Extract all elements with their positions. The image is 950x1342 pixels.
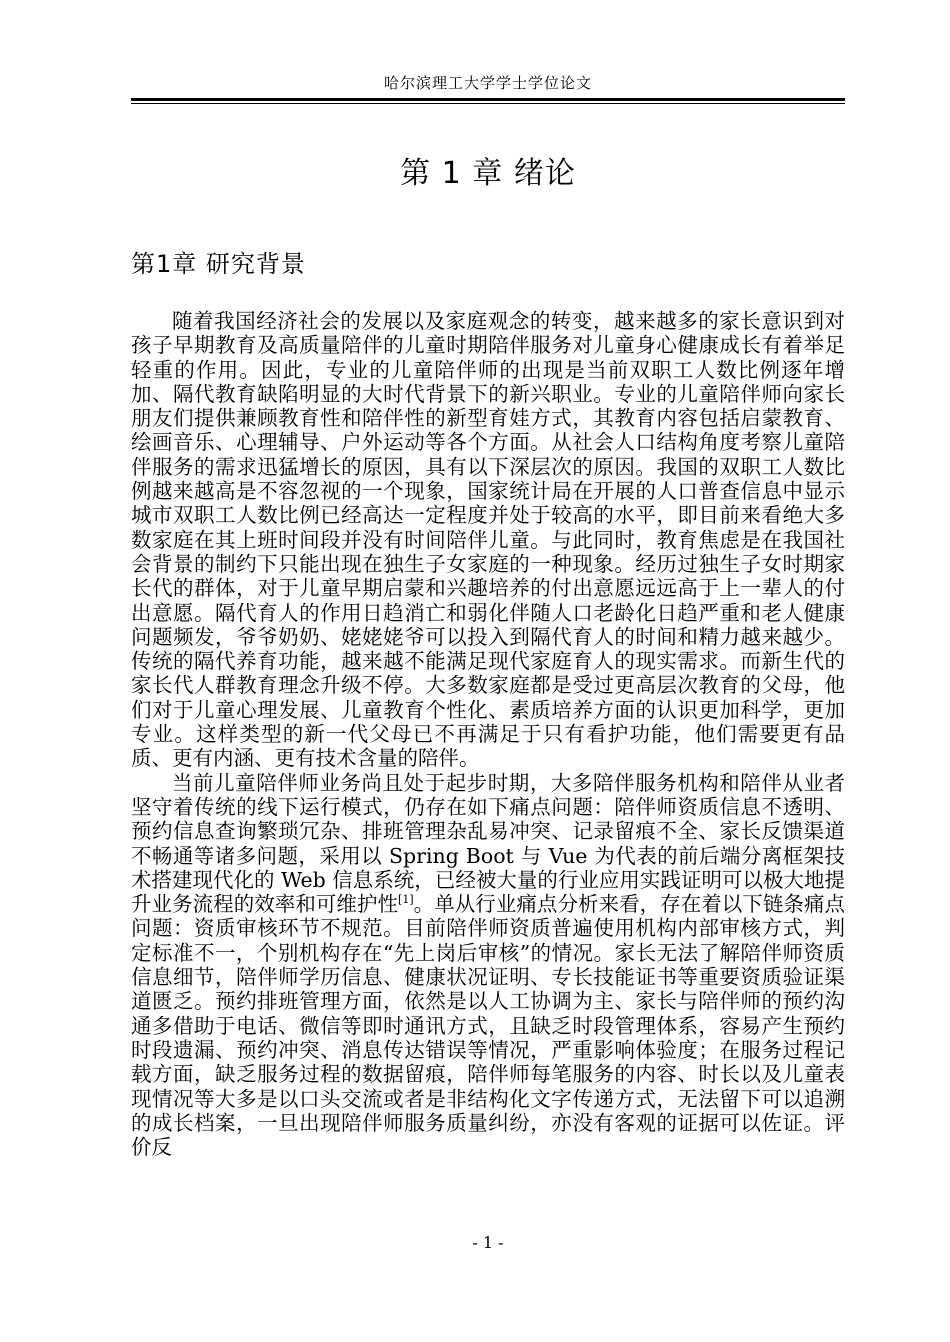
body-text: [131, 309, 845, 1159]
chapter-title: 第 1 章 绪论: [400, 156, 576, 191]
paragraph-2-text-before-citation: 当前儿童陪伴师业务尚且处于起步时期，大多陪伴服务机构和陪伴从业者坚守着传统的线下运行模式，仍存在如下痛点问题：陪伴师资质信息不透明、预约信息查询繁琐冗杂、排班管理杂乱易冲突、记录留痕不全、家长反馈渠道不畅通等诸多问题，采用以 Spring Boot 与 Vue 为代表的前后端分离框架技术搭建现代化的 Web 信息系统，已经被大量的行业应用实践证明可以极大地提升业务流程的效率和可维护性: [131, 770, 845, 917]
paragraph-2-text-after-citation: 。单从行业痛点分析来看，存在着以下链条痛点问题：资质审核环节不规范。目前陪伴师资质普遍使用机构内部审核方式，判定标准不一，个别机构存在“先上岗后审核”的情况。家长无法了解陪伴师资质信息细节，陪伴师学历信息、健康状况证明、专长技能证书等重要资质验证渠道匮乏。预约排班管理方面，依然是以人工协调为主、家长与陪伴师的预约沟通多借助于电话、微信等即时通讯方式，且缺乏时段管理体系，容易产生预约时段遗漏、预约冲突、消息传达错误等情况，严重影响体验度；在服务过程记载方面，缺乏服务过程的数据留痕，陪伴师每笔服务的内容、时长以及儿童表现情况等大多是以口头交流或者是非结构化文字传递方式，无法留下可以追溯的成长档案，一旦出现陪伴师服务质量纠纷，亦没有客观的证据可以佐证。评价反: [131, 892, 846, 1160]
citation-ref-1[interactable]: [1]: [398, 893, 414, 907]
paragraph-2: [131, 771, 845, 1160]
running-header: 哈尔滨理工大学学士学位论文: [383, 74, 592, 92]
section-title: 第1章 研究背景: [131, 250, 306, 278]
header-rule-thin: [131, 103, 845, 104]
page-number: - 1 -: [472, 1233, 504, 1252]
paragraph-1: 随着我国经济社会的发展以及家庭观念的转变，越来越多的家长意识到对孩子早期教育及高质量陪伴的儿童时期陪伴服务对儿童身心健康成长有着举足轻重的作用。因此，专业的儿童陪伴师的出现是当前双职工人数比例逐年增加、隔代教育缺陷明显的大时代背景下的新兴职业。专业的儿童陪伴师向家长朋友们提供兼顾教育性和陪伴性的新型育娃方式，其教育内容包括启蒙教育、绘画音乐、心理辅导、户外运动等各个方面。从社会人口结构角度考察儿童陪伴服务的需求迅猛增长的原因，具有以下深层次的原因。我国的双职工人数比例越来越高是不容忽视的一个现象，国家统计局在开展的人口普查信息中显示城市双职工人数比例已经高达一定程度并处于较高的水平，即目前来看绝大多数家庭在其上班时间段并没有时间陪伴儿童。与此同时，教育焦虑是在我国社会背景的制约下只能出现在独生子女家庭的一种现象。经历过独生子女时期家长代的群体，对于儿童早期启蒙和兴趣培养的付出意愿远远高于上一辈人的付出意愿。隔代育人的作用日趋消亡和弱化伴随人口老龄化日趋严重和老人健康问题频发，爷爷奶奶、姥姥姥爷可以投入到隔代育人的时间和精力越来越少。传统的隔代养育功能，越来越不能满足现代家庭育人的现实需求。而新生代的家长代人群教育理念升级不停。大多数家庭都是受过更高层次教育的父母，他们对于儿童心理发展、儿童教育个性化、素质培养方面的认识更加科学，更加专业。这样类型的新一代父母已不再满足于只有看护功能，他们需要更有品质、更有内涵、更有技术含量的陪伴。: [131, 309, 845, 771]
header-rule-thick: [131, 98, 845, 101]
